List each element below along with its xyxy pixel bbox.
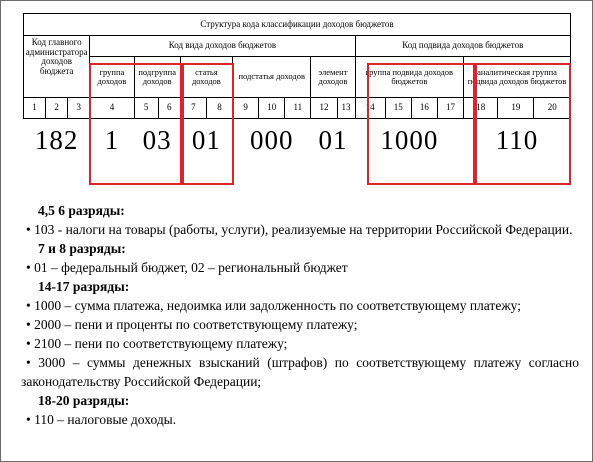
income-type-header: Код вида доходов бюджетов [90,36,355,57]
classification-code-table [23,13,571,163]
digit-cell: 5 [134,98,158,119]
section-heading: 14-17 разряды: [38,279,130,294]
subarticle-header: подстатья доходов [233,57,311,98]
digit-cell: 12 [311,98,337,119]
digit-cell: 13 [337,98,355,119]
list-item: • 01 – федеральный бюджет, 02 – региональный бюджет [26,260,348,275]
analytic-code-value: 110 [495,125,539,156]
section-heading: 18-20 разряды: [38,393,130,408]
digit-cell: 19 [498,98,534,119]
subgroup-code-value: 03 [142,125,172,156]
list-item: • 110 – налоговые доходы. [26,412,177,427]
digit-cell: 17 [437,98,463,119]
list-item: • 3000 – суммы денежных взысканий (штрафов) по соответствующему платежу согласно законодательству Российской Федерации; [21,355,579,389]
digit-cell: 16 [411,98,437,119]
list-item: • 2100 – пени по соответствующему платежу; [26,336,288,351]
digit-cell: 10 [259,98,285,119]
digit-cell: 8 [206,98,232,119]
admin-code-header: Код главного администратора доходов бюджета [24,36,90,98]
element-code-value: 01 [318,125,348,156]
digit-cell: 11 [285,98,311,119]
digit-cell: 15 [385,98,411,119]
analytic-group-header: аналитическая группа подвида доходов бюджетов [464,57,571,98]
digit-cell: 20 [534,98,571,119]
admin-code-value: 182 [34,125,79,156]
digit-cell: 7 [180,98,206,119]
subtype-group-code-value: 1000 [380,125,439,156]
section-heading: 7 и 8 разряды: [38,241,126,256]
group-header: группа доходов [90,57,134,98]
article-header: статья доходов [180,57,232,98]
list-item: • 1000 – сумма платежа, недоимка или задолженность по соответствующему платежу; [26,298,521,313]
digit-cell: 18 [464,98,498,119]
digit-cell: 9 [233,98,259,119]
digit-numbers-row [24,98,571,119]
group-code-value: 1 [104,125,120,156]
subtype-group-header: группа подвида доходов бюджетов [355,57,464,98]
digit-cell: 6 [158,98,180,119]
table-title: Структура кода классификации доходов бюджетов [24,14,571,36]
section-heading: 4,5 6 разряды: [38,203,125,218]
article-code-value: 01 [191,125,221,156]
digit-cell: 1 [24,98,46,119]
element-header: элемент доходов [311,57,355,98]
list-item: • 103 - налоги на товары (работы, услуги), реализуемые на территории Российской Федерации. [26,222,573,237]
digit-cell: 2 [46,98,68,119]
digit-cell: 4 [90,98,134,119]
digit-cell: 3 [68,98,90,119]
explanation-text [21,201,579,429]
code-values-row [24,119,571,164]
list-item: • 2000 – пени и проценты по соответствующему платежу; [26,317,358,332]
subarticle-code-value: 000 [249,125,294,156]
income-subtype-header: Код подвида доходов бюджетов [355,36,570,57]
subgroup-header: подгруппа доходов [134,57,180,98]
digit-cell: 14 [355,98,385,119]
